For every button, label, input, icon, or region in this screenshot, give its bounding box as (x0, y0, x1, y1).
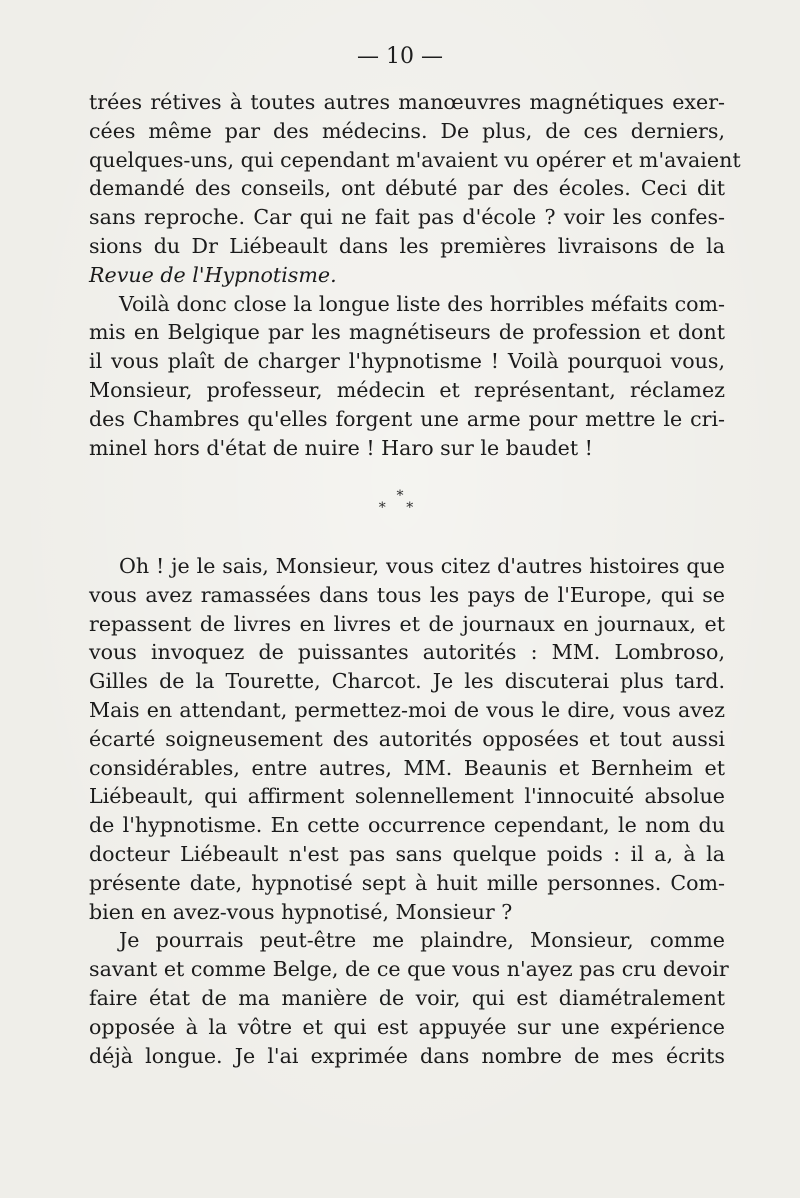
text-line: opposée à la vôtre et qui est appuyée sur une expérience (89, 1014, 725, 1039)
text-line-journal-title: Revue de l'Hypnotisme. (89, 262, 337, 287)
section-asterism (0, 490, 800, 514)
paragraph-3 (89, 552, 725, 926)
text-line: de l'hypnotisme. En cette occurrence cependant, le nom du (89, 813, 725, 838)
text-line: il vous plaît de charger l'hypnotisme ! Voilà pourquoi vous, (89, 349, 725, 374)
text-line: trées rétives à toutes autres manœuvres magnétiques exer- (89, 90, 725, 114)
text-line: Gilles de la Tourette, Charcot. Je les discuterai plus tard. (89, 669, 725, 694)
paragraph-4 (89, 926, 729, 1070)
text-line: Voilà donc close la longue liste des horribles méfaits com- (119, 291, 725, 316)
text-block-bottom (89, 552, 729, 1070)
text-line: vous avez ramassées dans tous les pays de l'Europe, qui se (89, 582, 725, 607)
text-line: sions du Dr Liébeault dans les premières livraisons de la (89, 233, 725, 258)
text-block-top (89, 88, 741, 462)
paragraph-2 (89, 290, 725, 463)
page-number: — 10 — (357, 44, 443, 69)
text-line: Oh ! je le sais, Monsieur, vous citez d'autres histoires que (119, 554, 725, 578)
text-line: déjà longue. Je l'ai exprimée dans nombre de mes écrits (89, 1043, 725, 1068)
text-line: Mais en attendant, permettez-moi de vous le dire, vous avez (89, 697, 725, 722)
text-line: Liébeault, qui affirment solennellement l'innocuité absolue (89, 784, 725, 809)
paragraph-1 (89, 88, 741, 290)
text-line: écarté soigneusement des autorités opposées et tout aussi (89, 726, 725, 751)
text-line: minel hors d'état de nuire ! Haro sur le baudet ! (89, 435, 593, 460)
text-line: repassent de livres en livres et de journaux en journaux, et (89, 611, 725, 636)
text-line: quelques-uns, qui cependant m'avaient vu opérer et m'avaient (89, 147, 741, 172)
text-line: docteur Liébeault n'est pas sans quelque poids : il a, à la (89, 841, 725, 866)
asterism-top: * (396, 488, 404, 504)
text-line: savant et comme Belge, de ce que vous n'ayez pas cru devoir (89, 957, 729, 982)
text-line: cées même par des médecins. De plus, de ces derniers, (89, 118, 725, 143)
text-line: vous invoquez de puissantes autorités : MM. Lombroso, (89, 640, 725, 665)
text-line: demandé des conseils, ont débuté par des écoles. Ceci dit (89, 176, 725, 201)
text-line: faire état de ma manière de voir, qui est diamétralement (89, 985, 725, 1010)
text-line: présente date, hypnotisé sept à huit mille personnes. Com- (89, 870, 725, 895)
text-line: Je pourrais peut-être me plaindre, Monsieur, comme (119, 928, 725, 953)
text-line: sans reproche. Car qui ne fait pas d'école ? voir les confes- (89, 205, 725, 230)
text-line: Monsieur, professeur, médecin et représentant, réclamez (89, 377, 725, 402)
text-line: des Chambres qu'elles forgent une arme pour mettre le cri- (89, 406, 725, 431)
text-line: considérables, entre autres, MM. Beaunis et Bernheim et (89, 755, 725, 780)
text-line: bien en avez-vous hypnotisé, Monsieur ? (89, 899, 513, 924)
text-line: mis en Belgique par les magnétiseurs de profession et dont (89, 320, 725, 345)
asterism-bottom: * * (378, 500, 422, 516)
